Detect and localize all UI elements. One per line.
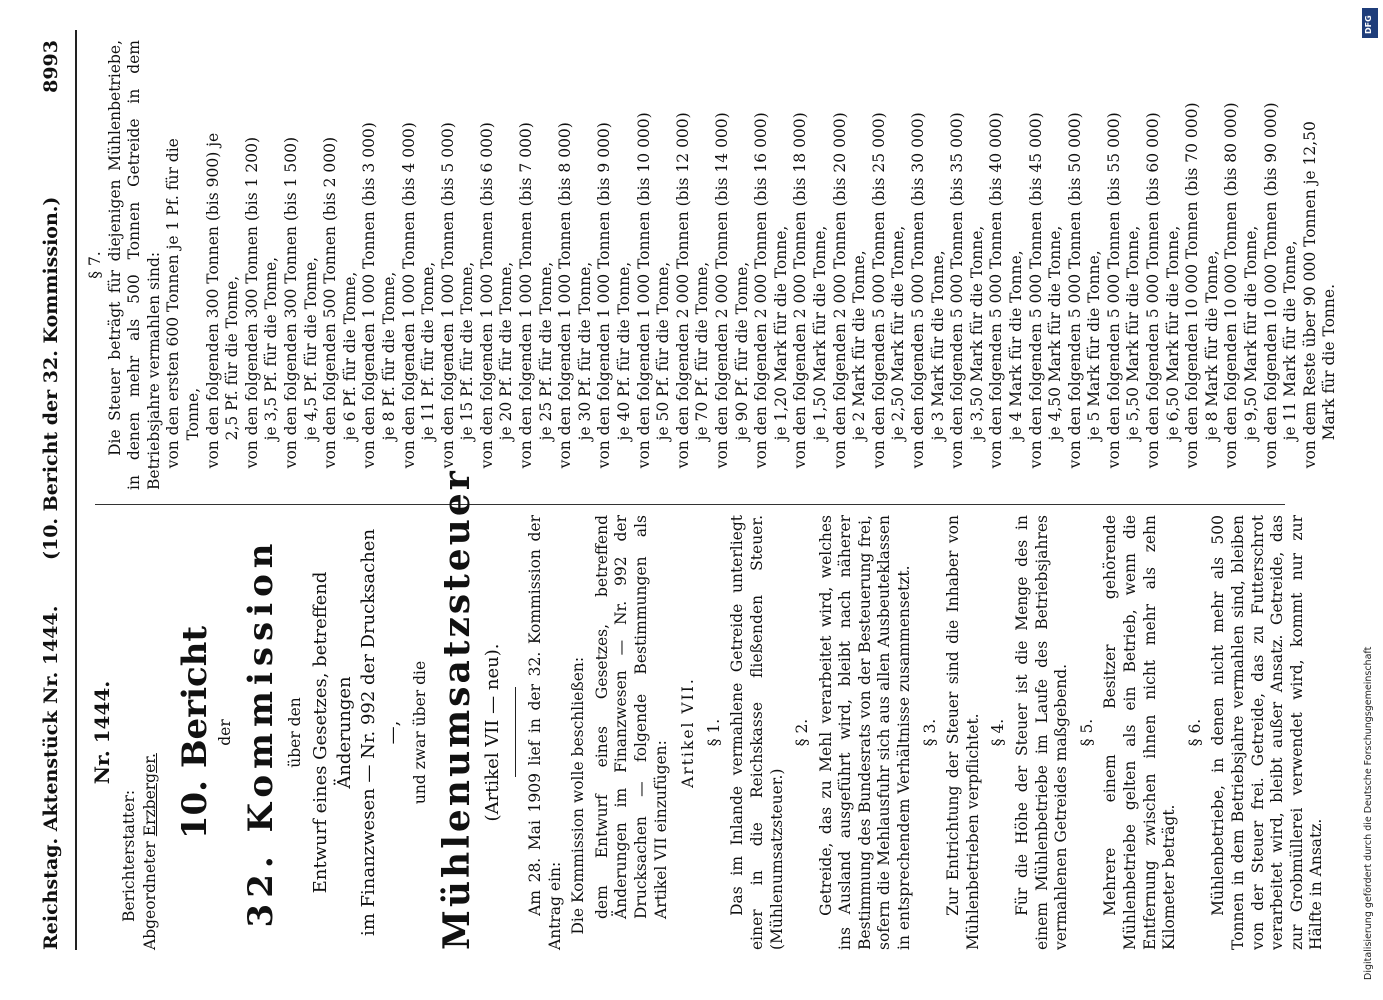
rate-row [909, 40, 948, 490]
rate-amount: je 4,5 Pf. für die Tonne, [301, 256, 320, 441]
rate-row [360, 40, 399, 490]
rate-range: von den folgenden 5 000 Tonnen (bis 45 000) [1026, 112, 1045, 469]
rate-amount: je 4,50 Mark für die Tonne, [1046, 225, 1065, 441]
motion-text: dem Entwurf eines Gesetzes, betreffend Änderungen im Finanzwesen — Nr. 992 der Drucksachen — folgende Bestimmungen als Artikel VII einzufügen: [592, 515, 670, 919]
rate-row [713, 40, 752, 490]
rate-row [282, 40, 321, 490]
rate-amount: 2,5 Pf. für die Tonne, [223, 275, 242, 441]
rate-amount: je 2 Mark für die Tonne, [850, 250, 869, 441]
rate-range: von den folgenden 5 000 Tonnen (bis 40 000) [987, 112, 1006, 469]
header-center: (10. Bericht der 32. Kommission.) [40, 196, 62, 560]
column-divider [95, 504, 1285, 505]
dfg-logo [1362, 8, 1378, 38]
article-reference: (Artikel VII — neu). [481, 643, 503, 822]
rate-row [1262, 40, 1301, 490]
rate-amount: je 50 Pf. für die Tonne, [654, 261, 673, 441]
rate-row [595, 40, 634, 490]
rate-amount: je 40 Pf. für die Tonne, [615, 261, 634, 441]
digitization-note [1360, 10, 1380, 990]
ueber-den-label: über den [285, 697, 304, 768]
reporter-text: Abgeordneter Erzberger. [140, 753, 159, 950]
section-7-intro: Die Steuer beträgt für diejenigen Mühlenbetriebe, in denen mehr als 500 Tonnen Getreide in dem Betriebsjahre vermahlen sind: [105, 40, 163, 490]
dfg-logo-text: DFG [1364, 15, 1373, 34]
rate-row [243, 40, 282, 490]
rate-range: von den folgenden 2 000 Tonnen (bis 16 000) [752, 112, 771, 469]
section-heading: § 4. [989, 718, 1008, 747]
title-rule [515, 688, 516, 778]
rate-row [752, 40, 791, 490]
rate-range: von den folgenden 300 Tonnen (bis 900) je [203, 132, 222, 469]
rate-row [439, 40, 478, 490]
rate-amount: je 30 Pf. für die Tonne, [575, 261, 594, 441]
tax-title: Mühlenumsatzsteuer [435, 468, 478, 950]
rate-amount: je 3,5 Pf. für die Tonne, [262, 256, 281, 441]
rate-range: von den folgenden 2 000 Tonnen (bis 18 000) [791, 112, 810, 469]
rate-row [1301, 40, 1340, 490]
motion-lead: Die Kommission wolle beschließen: [569, 656, 588, 935]
rate-row [870, 40, 909, 490]
rate-range: von den folgenden 2 000 Tonnen (bis 12 000) [673, 112, 692, 469]
rate-row [674, 40, 713, 490]
header-rule [75, 30, 77, 950]
reporter-label: Berichterstatter: [120, 789, 138, 922]
commission-title: 32. Kommission [240, 537, 281, 928]
section-heading: § 1. [704, 718, 723, 747]
rate-row [987, 40, 1026, 490]
document-number: Nr. 1444. [90, 680, 114, 785]
rate-amount: je 11 Mark für die Tonne, [1281, 240, 1300, 441]
article-heading: Artikel VII. [679, 677, 698, 788]
digitization-text: Digitalisierung gefördert durch die Deutsche Forschungsgemeinschaft [1363, 646, 1374, 980]
section-text: Mühlenbetriebe, in denen nicht mehr als 500 Tonnen in dem Betriebsjahre vermahlen sind, bleiben von der Steuer frei. Getreide, das zu Futterschrot verarbeitet wird, bleibt außer Ansatz. Getreide, das zur Grobmüllerei verwendet wird, kommt nur zur Hälfte in Ansatz. [1209, 515, 1326, 950]
rate-row [164, 40, 203, 490]
der-label: der [216, 719, 235, 746]
rate-row [556, 40, 595, 490]
rate-amount: je 70 Pf. für die Tonne, [693, 261, 712, 441]
rate-row [1027, 40, 1066, 490]
rate-row [400, 40, 439, 490]
rate-amount: je 11 Pf. für die Tonne, [419, 261, 438, 441]
section-heading: § 2. [793, 718, 812, 747]
rate-amount: je 4 Mark für die Tonne, [1006, 250, 1025, 441]
rate-row [517, 40, 556, 490]
rate-amount: je 3,50 Mark für die Tonne, [967, 225, 986, 441]
rate-amount: je 8 Pf. für die Tonne, [379, 271, 398, 441]
rate-range: von den folgenden 5 000 Tonnen (bis 25 000) [869, 112, 888, 469]
rate-range: von den folgenden 1 000 Tonnen (bis 6 000) [477, 122, 496, 469]
rate-amount: Mark für die Tonne. [1320, 283, 1339, 441]
section-7-heading: § 7. [86, 251, 104, 279]
draft-line-1: Entwurf eines Gesetzes, betreffend Änderungen [310, 571, 356, 894]
section-heading: § 6. [1185, 718, 1204, 747]
rate-row [1222, 40, 1261, 490]
page-number: 8993 [40, 40, 62, 93]
rate-range: von den folgenden 1 000 Tonnen (bis 10 000) [634, 112, 653, 469]
rate-amount: je 9,50 Mark für die Tonne, [1242, 225, 1261, 441]
rate-row [1105, 40, 1144, 490]
section-text: Getreide, das zu Mehl verarbeitet wird, welches ins Ausland ausgeführt wird, bleibt nach näherer Bestimmung des Bundesrats von der Besteuerung frei, sofern die Mehlausfuhr sich aus allen Ausbeuteklassen in entsprechendem Verhältnisse zusammensetzt. [816, 515, 914, 950]
und-zwar-label: und zwar über die [411, 660, 430, 805]
section-text: Mehrere einem Besitzer gehörende Mühlenbetriebe gelten als ein Betrieb, wenn die Entfernung zwischen ihnen nicht mehr als zehn Kilometer beträgt. [1101, 515, 1179, 950]
rate-range: von den folgenden 1 000 Tonnen (bis 8 000) [556, 122, 575, 469]
rate-range: von den folgenden 1 000 Tonnen (bis 3 000) [360, 122, 379, 469]
section-text: Für die Höhe der Steuer ist die Menge des in einem Mühlenbetriebe im Laufe des Betriebsjahres vermahlenen Getreides maßgebend. [1013, 515, 1071, 950]
rate-amount: je 15 Pf. für die Tonne, [458, 261, 477, 441]
left-column [86, 468, 1327, 950]
rate-row [1066, 40, 1105, 490]
rate-row [948, 40, 987, 490]
sections-list [705, 515, 1327, 950]
rate-amount: je 90 Pf. für die Tonne, [732, 261, 751, 441]
rate-amount: je 8 Mark für die Tonne, [1202, 250, 1221, 441]
rate-amount: je 5,50 Mark für die Tonne, [1124, 225, 1143, 441]
rate-row [1144, 40, 1183, 490]
rate-range: von den folgenden 2 000 Tonnen (bis 20 000) [830, 112, 849, 469]
rate-range: von den folgenden 10 000 Tonnen (bis 90 000) [1261, 102, 1280, 469]
intro-paragraph: Am 28. Mai 1909 lief in der 32. Kommission der Antrag ein: [525, 515, 564, 950]
rate-amount: je 3 Mark für die Tonne, [928, 250, 947, 441]
rate-row [321, 40, 360, 490]
rate-range: von dem Reste über 90 000 Tonnen je 12,50 [1300, 121, 1319, 469]
rate-range: von den folgenden 5 000 Tonnen (bis 30 000) [908, 112, 927, 469]
rate-row [1183, 40, 1222, 490]
rate-range: von den folgenden 1 000 Tonnen (bis 9 000) [595, 122, 614, 469]
rate-range: von den folgenden 300 Tonnen (bis 1 500) [281, 136, 300, 469]
rate-range: von den folgenden 500 Tonnen (bis 2 000) [321, 136, 340, 469]
rate-range: von den folgenden 1 000 Tonnen (bis 4 000) [399, 122, 418, 469]
section-text: Das im Inlande vermahlene Getreide unterliegt einer in die Reichskasse fließenden Steuer. (Mühlenumsatzsteuer.) [728, 515, 786, 950]
rate-row [791, 40, 830, 490]
reporter-name [141, 515, 161, 950]
section-text: Zur Entrichtung der Steuer sind die Inhaber von Mühlenbetrieben verpflichtet. [944, 515, 982, 950]
rate-row [831, 40, 870, 490]
rate-amount: je 6,50 Mark für die Tonne, [1163, 225, 1182, 441]
rate-amount: Tonne, [183, 387, 202, 441]
rate-range: von den folgenden 10 000 Tonnen (bis 80 000) [1222, 102, 1241, 469]
rate-amount: je 5 Mark für die Tonne, [1085, 250, 1104, 441]
section-heading: § 5. [1077, 718, 1096, 747]
rate-amount: je 20 Pf. für die Tonne, [497, 261, 516, 441]
rate-amount: je 25 Pf. für die Tonne, [536, 261, 555, 441]
rate-range: von den folgenden 300 Tonnen (bis 1 200) [242, 136, 261, 469]
right-column [86, 40, 1340, 490]
rate-amount: je 6 Pf. für die Tonne, [340, 271, 359, 441]
rate-range: von den folgenden 1 000 Tonnen (bis 7 000) [517, 122, 536, 469]
rate-amount: je 1,20 Mark für die Tonne, [771, 225, 790, 441]
rate-range: von den folgenden 10 000 Tonnen (bis 70 000) [1183, 102, 1202, 469]
rate-row [478, 40, 517, 490]
rate-amount: je 1,50 Mark für die Tonne, [810, 225, 829, 441]
section-heading: § 3. [920, 718, 939, 747]
report-title: 10. Bericht [175, 625, 216, 840]
rate-row [635, 40, 674, 490]
rate-range: von den folgenden 5 000 Tonnen (bis 55 000) [1104, 112, 1123, 469]
rate-range: von den folgenden 5 000 Tonnen (bis 35 000) [948, 112, 967, 469]
rate-range: von den folgenden 5 000 Tonnen (bis 60 000) [1144, 112, 1163, 469]
rate-range: von den folgenden 1 000 Tonnen (bis 5 000) [438, 122, 457, 469]
rate-amount: je 2,50 Mark für die Tonne, [889, 225, 908, 441]
rate-row [204, 40, 243, 490]
rate-range: von den folgenden 2 000 Tonnen (bis 14 000) [713, 112, 731, 469]
rate-range: von den ersten 600 Tonnen je 1 Pf. für die [164, 138, 183, 469]
header-left: Reichstag. Aktenstück Nr. 1444. [40, 605, 62, 950]
rate-schedule [164, 40, 1340, 490]
rate-range: von den folgenden 5 000 Tonnen (bis 50 000) [1065, 112, 1084, 469]
page-header [40, 40, 70, 960]
draft-line-2: im Finanzwesen — Nr. 992 der Drucksachen —, [358, 528, 404, 937]
